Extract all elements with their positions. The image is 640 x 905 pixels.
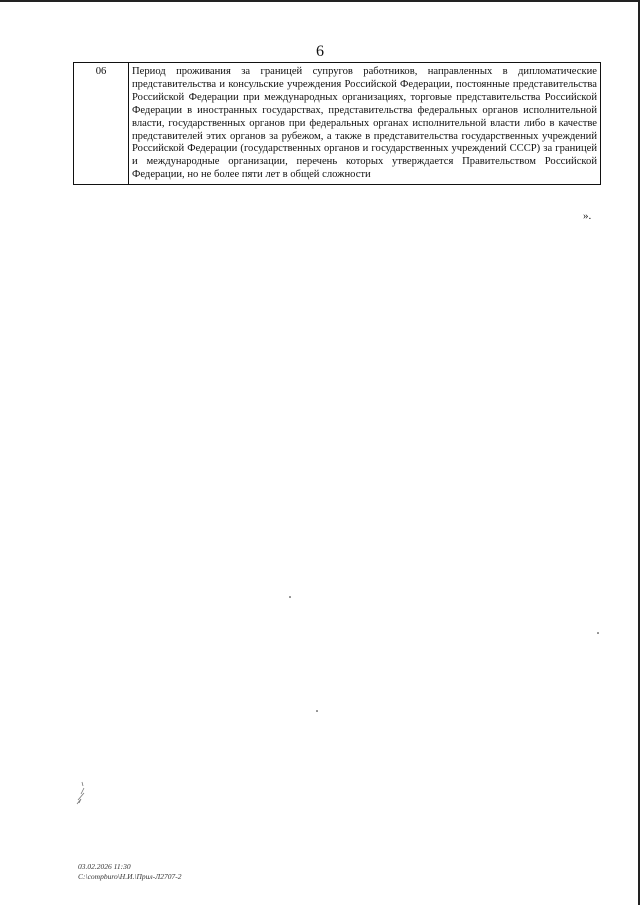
row-code: 06 bbox=[74, 63, 129, 185]
code-table bbox=[73, 62, 601, 185]
scan-speck bbox=[597, 632, 599, 634]
page-number: 6 bbox=[316, 43, 324, 60]
row-description: Период проживания за границей супругов работников, направленных в дипломатические представительства и консульские учреждения Российской Федерации, постоянные представительства Российской Федерации при международных организациях, торговые представительства Российской Федерации в иностранных государствах, представительства федеральных органов исполнительной власти, государственных органов при федеральных органах исполнительной власти либо в качестве представителей этих органов за рубежом, а также в представительства государственных учреждений Российской Федерации (государственных органов и государственных учреждений СССР) за границей и международные организации, перечень которых утверждается Правительством Российской Федерации, но не более пяти лет в общей сложности bbox=[129, 63, 601, 185]
scan-speck bbox=[289, 596, 291, 598]
scan-speck bbox=[316, 710, 318, 712]
signature-scribble bbox=[72, 780, 92, 808]
footer-file-reference: C:\compburo\Н.И.\Прил-Л2707-2 bbox=[78, 872, 182, 881]
page-edge-top bbox=[0, 0, 640, 2]
document-footer bbox=[78, 862, 181, 882]
footer-datetime: 03.02.2026 11:30 bbox=[78, 862, 131, 871]
closing-quote-mark: ». bbox=[583, 210, 592, 222]
table-row bbox=[74, 63, 601, 185]
